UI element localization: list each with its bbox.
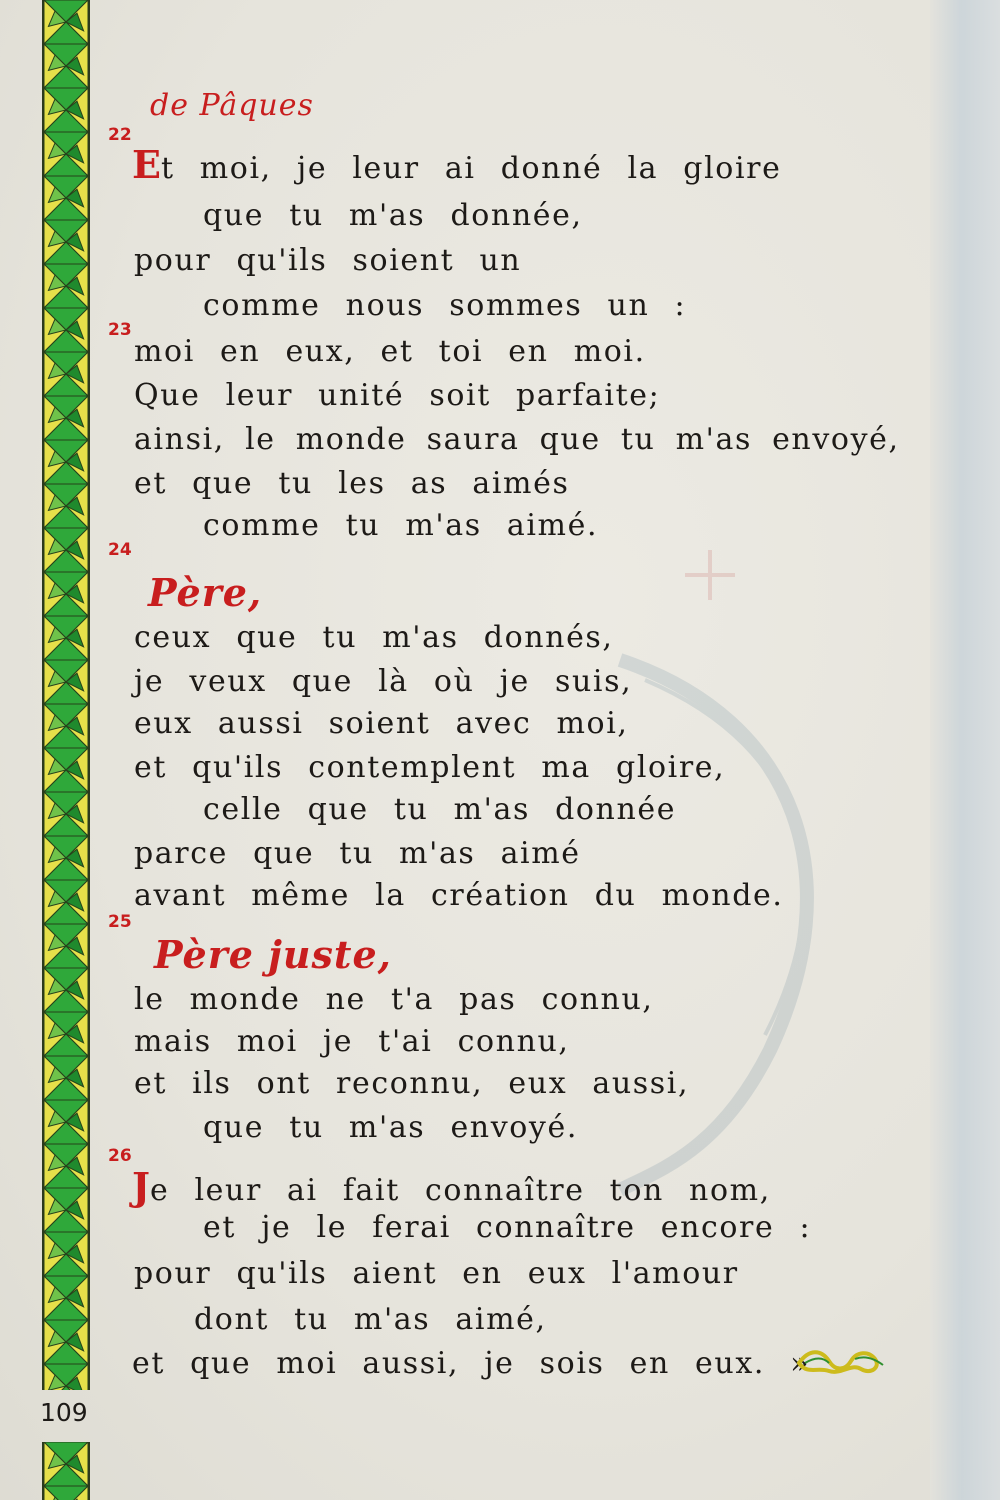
section-heading: de Pâques xyxy=(150,88,314,123)
verse-line: ainsi, le monde saura que tu m'as envoyé, xyxy=(134,422,900,457)
verse-line: je veux que là où je suis, xyxy=(134,664,633,699)
verse-line: moi en eux, et toi en moi. xyxy=(134,334,646,369)
verse-number: 23 xyxy=(108,320,132,340)
verse-line: celle que tu m'as donnée xyxy=(203,792,677,827)
verse-number: 22 xyxy=(108,125,132,145)
next-page-edge xyxy=(930,0,1000,1500)
verse-number: 25 xyxy=(108,912,132,932)
verse-line: le monde ne t'a pas connu, xyxy=(134,982,654,1017)
verse-line: et que tu les as aimés xyxy=(134,466,570,501)
decorative-border-lower xyxy=(42,1442,90,1500)
verse-line: et ils ont reconnu, eux aussi, xyxy=(134,1066,690,1101)
verse-line: et je le ferai connaître encore : xyxy=(203,1210,812,1245)
verse-line: dont tu m'as aimé, xyxy=(194,1302,547,1337)
verse-line: Et moi, je leur ai donné la gloire xyxy=(132,142,782,187)
verse-heading: Père, xyxy=(148,570,263,615)
verse-line: Je leur ai fait connaître ton nom, xyxy=(132,1164,771,1209)
verse-line: ceux que tu m'as donnés, xyxy=(134,620,614,655)
flourish-ornament xyxy=(795,1345,890,1381)
drop-cap: J xyxy=(132,1164,150,1209)
verse-line: et qu'ils contemplent ma gloire, xyxy=(134,750,726,785)
verse-line: Que leur unité soit parfaite; xyxy=(134,378,661,413)
verse-number: 24 xyxy=(108,540,132,560)
verse-line: eux aussi soient avec moi, xyxy=(134,706,629,741)
verse-line: comme nous sommes un : xyxy=(203,288,687,323)
verse-line: et que moi aussi, je sois en eux. » xyxy=(132,1346,811,1381)
mosaic-pattern-lower xyxy=(44,1442,88,1500)
verse-heading: Père juste, xyxy=(154,932,392,977)
verse-line: mais moi je t'ai connu, xyxy=(134,1024,570,1059)
verse-line: pour qu'ils soient un xyxy=(134,243,522,278)
verse-line: parce que tu m'as aimé xyxy=(134,836,581,871)
verse-number: 26 xyxy=(108,1146,132,1166)
verse-line: pour qu'ils aient en eux l'amour xyxy=(134,1256,739,1291)
page-number: 109 xyxy=(40,1398,88,1427)
drop-cap: E xyxy=(132,142,161,187)
verse-line: que tu m'as donnée, xyxy=(203,198,583,233)
verse-line: comme tu m'as aimé. xyxy=(203,508,599,543)
decorative-border xyxy=(42,0,90,1390)
verse-line: que tu m'as envoyé. xyxy=(203,1110,578,1145)
mosaic-pattern xyxy=(44,0,88,1390)
verse-line: avant même la création du monde. xyxy=(134,878,784,913)
